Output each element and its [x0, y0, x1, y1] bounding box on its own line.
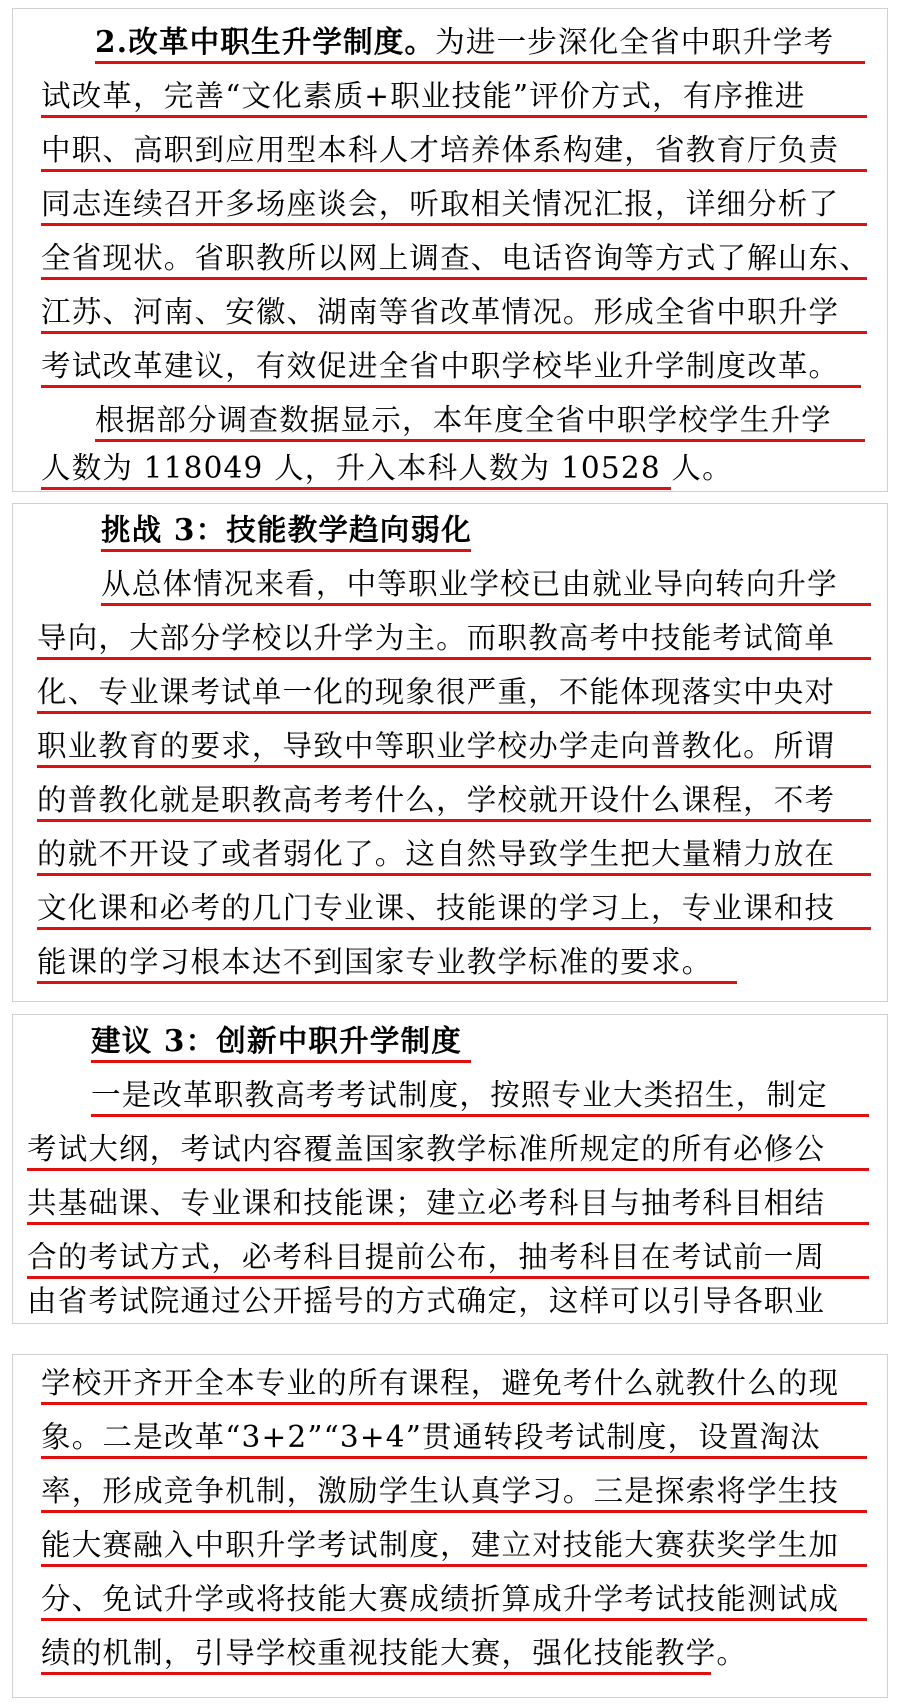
text-line	[91, 1023, 462, 1063]
line-text: 职业教育的要求，导致中等职业学校办学走向普教化。所谓	[37, 729, 836, 763]
section-heading: 建议 3：创新中职升学制度	[91, 1023, 462, 1058]
text-panel-1	[12, 8, 888, 492]
red-underline	[91, 1060, 471, 1063]
red-underline	[37, 765, 871, 768]
red-underline	[37, 711, 871, 714]
text-line	[41, 240, 870, 280]
red-underline	[41, 1672, 711, 1675]
line-text: 同志连续召开多场座谈会，听取相关情况汇报，详细分析了	[41, 187, 840, 221]
text-line	[95, 24, 834, 64]
red-underline	[37, 657, 871, 660]
text-line	[41, 78, 806, 118]
text-line	[41, 186, 839, 226]
red-underline	[41, 1402, 867, 1405]
text-line	[41, 1527, 839, 1567]
red-underline	[27, 1168, 869, 1171]
text-line	[37, 836, 835, 876]
text-line	[41, 1635, 747, 1675]
red-underline	[41, 1510, 867, 1513]
red-underline	[95, 439, 865, 442]
text-line	[41, 1419, 821, 1459]
text-line	[37, 674, 835, 714]
line-text: 中职、高职到应用型本科人才培养体系构建，省教育厅负责	[41, 133, 840, 167]
section-heading: 2.改革中职生升学制度。	[95, 24, 436, 59]
red-underline	[37, 981, 737, 984]
text-line	[37, 728, 835, 768]
line-text: 一是改革职教高考考试制度，按照专业大类招生，制定	[91, 1078, 828, 1112]
red-underline	[41, 223, 867, 226]
line-text: 人数为 118049 人，升入本科人数为 10528 人。	[41, 451, 733, 485]
red-underline	[101, 549, 471, 552]
line-text: 的就不开设了或者弱化了。这自然导致学生把大量精力放在	[37, 837, 836, 871]
text-panel-3	[12, 1014, 888, 1324]
text-line	[41, 1473, 839, 1513]
red-underline	[37, 873, 871, 876]
line-text: 由省考试院通过公开摇号的方式确定，这样可以引导各职业	[27, 1284, 826, 1318]
line-text: 化、专业课考试单一化的现象很严重，不能体现落实中央对	[37, 675, 836, 709]
red-underline	[37, 819, 871, 822]
red-underline	[91, 1114, 869, 1117]
text-line	[27, 1239, 825, 1279]
text-line	[41, 294, 839, 334]
red-underline	[41, 169, 867, 172]
text-line	[27, 1283, 825, 1323]
line-text: 文化课和必考的几门专业课、技能课的学习上，专业课和技	[37, 891, 836, 925]
line-text: 的普教化就是职教高考考什么，学校就开设什么课程，不考	[37, 783, 836, 817]
text-line	[37, 620, 835, 660]
line-text: 导向，大部分学校以升学为主。而职教高考中技能考试简单	[37, 621, 836, 655]
text-panel-2	[12, 503, 888, 1002]
line-text: 全省现状。省职教所以网上调查、电话咨询等方式了解山东、	[41, 241, 870, 275]
text-line	[37, 890, 835, 930]
red-underline	[27, 1222, 869, 1225]
text-line	[101, 566, 838, 606]
red-underline	[41, 1456, 867, 1459]
line-text: 合的考试方式，必考科目提前公布，抽考科目在考试前一周	[27, 1240, 826, 1274]
red-underline	[41, 331, 867, 334]
line-text: 考试改革建议，有效促进全省中职学校毕业升学制度改革。	[41, 349, 840, 383]
text-line	[27, 1131, 825, 1171]
line-text: 绩的机制，引导学校重视技能大赛，强化技能教学。	[41, 1636, 748, 1670]
text-line	[41, 1581, 839, 1621]
line-text: 为进一步深化全省中职升学考	[435, 25, 835, 59]
line-text: 考试大纲，考试内容覆盖国家教学标准所规定的所有必修公	[27, 1132, 826, 1166]
text-line	[37, 944, 712, 984]
line-text: 象。二是改革“3+2”“3+4”贯通转段考试制度，设置淘汰	[41, 1420, 822, 1454]
red-underline	[41, 487, 671, 490]
red-underline	[41, 277, 867, 280]
text-panel-4	[12, 1354, 888, 1698]
section-heading: 挑战 3：技能教学趋向弱化	[101, 512, 472, 547]
red-underline	[95, 61, 865, 64]
text-line	[101, 512, 472, 552]
text-line	[41, 132, 839, 172]
text-line	[27, 1185, 825, 1225]
text-line	[95, 402, 832, 442]
line-text: 分、免试升学或将技能大赛成绩折算成升学考试技能测试成	[41, 1582, 840, 1616]
red-underline	[37, 927, 871, 930]
red-underline	[27, 1276, 869, 1279]
line-text: 能课的学习根本达不到国家专业教学标准的要求。	[37, 945, 713, 979]
line-text: 根据部分调查数据显示，本年度全省中职学校学生升学	[95, 403, 832, 437]
text-line	[91, 1077, 828, 1117]
red-underline	[41, 1564, 867, 1567]
line-text: 江苏、河南、安徽、湖南等省改革情况。形成全省中职升学	[41, 295, 840, 329]
text-line	[41, 1365, 839, 1405]
red-underline	[101, 603, 871, 606]
red-underline	[41, 385, 861, 388]
text-line	[37, 782, 835, 822]
line-text: 能大赛融入中职升学考试制度，建立对技能大赛获奖学生加	[41, 1528, 840, 1562]
line-text: 学校开齐开全本专业的所有课程，避免考什么就教什么的现	[41, 1366, 840, 1400]
line-text: 率，形成竞争机制，激励学生认真学习。三是探索将学生技	[41, 1474, 840, 1508]
red-underline	[41, 1618, 867, 1621]
line-text: 试改革，完善“文化素质+职业技能”评价方式，有序推进	[41, 79, 806, 113]
red-underline	[41, 115, 867, 118]
text-line	[41, 450, 733, 490]
line-text: 从总体情况来看，中等职业学校已由就业导向转向升学	[101, 567, 838, 601]
text-line	[41, 348, 839, 388]
line-text: 共基础课、专业课和技能课；建立必考科目与抽考科目相结	[27, 1186, 826, 1220]
